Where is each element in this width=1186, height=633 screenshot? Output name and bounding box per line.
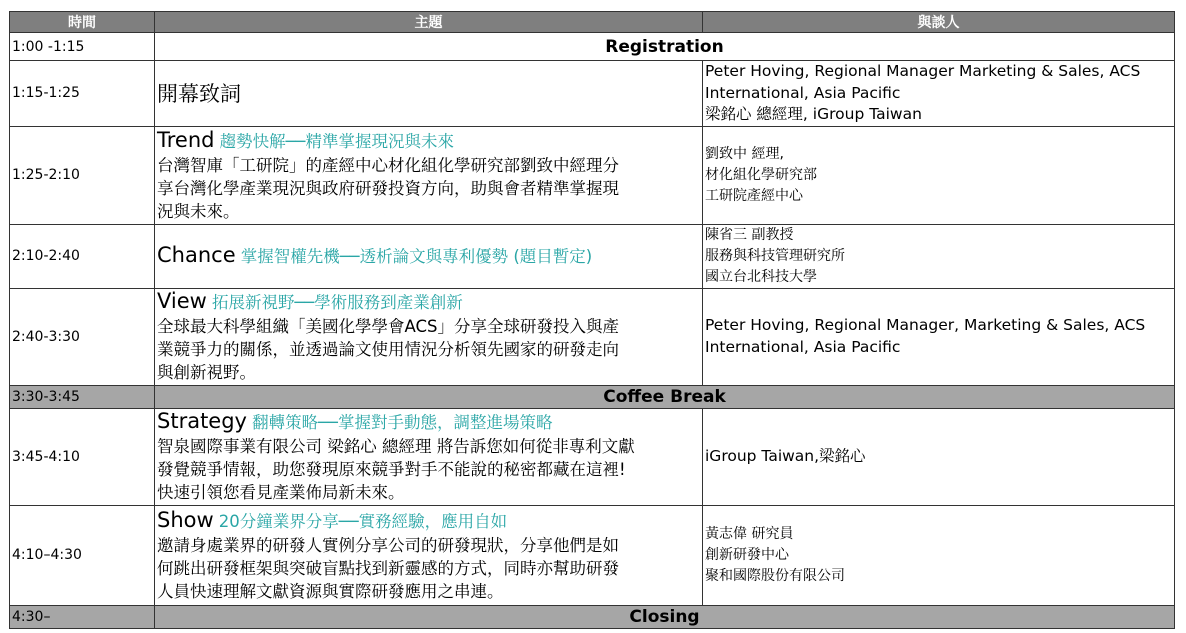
speaker-cell <box>703 408 1175 505</box>
desc-line: 邀請身處業界的研發人實例分享公司的研發現狀，分享他們是如 <box>157 535 619 555</box>
speaker-cell <box>703 288 1175 385</box>
session-title-en: Chance <box>157 243 236 267</box>
session-title: 開幕致詞 <box>155 61 703 127</box>
session-description <box>157 534 700 603</box>
session-description <box>157 315 700 384</box>
session-title-en: Strategy <box>157 409 247 433</box>
speaker-line: Peter Hoving, Regional Manager, Marketing & Sales, ACS <box>705 316 1146 334</box>
speaker-cell <box>703 126 1175 224</box>
table-row <box>10 605 1175 628</box>
time-cell: 4:30– <box>10 605 155 628</box>
speaker-line: 劉致中 經理, <box>705 145 784 162</box>
speaker-line: 陳省三 副教授 <box>705 226 794 243</box>
session-title-zh: 翻轉策略──掌握對手動態，調整進場策略 <box>252 413 553 432</box>
session-title: Coffee Break <box>155 385 1175 408</box>
table-row <box>10 408 1175 505</box>
desc-line: 與創新視野。 <box>157 363 256 382</box>
time-cell: 1:25-2:10 <box>10 126 155 224</box>
desc-line: 台灣智庫「工研院」的產經中心材化組化學研究部劉致中經理分 <box>157 155 619 175</box>
table-row <box>10 385 1175 408</box>
desc-line: 智泉國際事業有限公司 梁銘心 總經理 將告訴您如何從非專利文獻 <box>157 437 635 456</box>
session-title-zh: 拓展新視野──學術服務到產業創新 <box>211 293 463 312</box>
time-cell: 1:15-1:25 <box>10 61 155 127</box>
time-cell: 2:40-3:30 <box>10 288 155 385</box>
desc-line: 全球最大科學組織「美國化學學會ACS」分享全球研發投入與產 <box>157 317 619 336</box>
speaker-line: 創新研發中心 <box>705 546 789 563</box>
agenda-table <box>9 11 1175 629</box>
session-title-zh: 趨勢快解──精準掌握現況與未來 <box>219 131 454 151</box>
speaker-cell <box>703 505 1175 605</box>
speaker-line: 工研院產經中心 <box>705 187 803 204</box>
speaker-line: iGroup Taiwan,梁銘心 <box>705 446 866 465</box>
session-title <box>157 243 700 269</box>
session-title <box>157 508 700 534</box>
table-row <box>10 33 1175 61</box>
session-title: Registration <box>155 33 1175 61</box>
session-description <box>157 154 700 223</box>
session-title-zh: 掌握智權先機──透析論文與專利優勢 (題目暫定) <box>240 247 593 266</box>
session-title <box>157 128 700 154</box>
speaker-line: 黃志偉 研究員 <box>705 525 794 542</box>
time-cell: 3:30-3:45 <box>10 385 155 408</box>
desc-line: 況與未來。 <box>157 201 240 221</box>
header-time: 時間 <box>10 12 155 33</box>
speaker-line: 梁銘心 總經理, iGroup Taiwan <box>705 105 922 123</box>
table-row <box>10 288 1175 385</box>
speaker-line: International, Asia Pacific <box>705 83 901 102</box>
time-cell: 2:10-2:40 <box>10 224 155 288</box>
speaker-line: International, Asia Pacific <box>705 337 901 356</box>
session-title <box>157 289 700 315</box>
speaker-cell <box>703 224 1175 288</box>
speaker-line: 聚和國際股份有限公司 <box>705 567 845 584</box>
table-row <box>10 126 1175 224</box>
session-title-en: Trend <box>157 127 215 152</box>
speaker-line: 服務與科技管理研究所 <box>705 247 845 264</box>
time-cell: 3:45-4:10 <box>10 408 155 505</box>
header-topic: 主題 <box>155 12 703 33</box>
speaker-line: 國立台北科技大學 <box>705 268 817 285</box>
session-title-zh: 20分鐘業界分享──實務經驗，應用自如 <box>218 511 508 531</box>
desc-line: 享台灣化學產業現況與政府研發投資方向，助與會者精準掌握現 <box>157 178 619 198</box>
speaker-line: Peter Hoving, Regional Manager Marketing & Sales, ACS <box>705 62 1141 80</box>
session-title: Closing <box>155 605 1175 628</box>
desc-line: 人員快速理解文獻資源與實際研發應用之串連。 <box>157 581 504 601</box>
desc-line: 發覺競爭情報，助您發現原來競爭對手不能說的秘密都藏在這裡! <box>157 460 626 479</box>
time-cell: 1:00 -1:15 <box>10 33 155 61</box>
topic-cell <box>155 505 703 605</box>
desc-line: 業競爭力的關係，並透過論文使用情況分析領先國家的研發走向 <box>157 340 619 359</box>
session-title-en: Show <box>157 507 214 532</box>
topic-cell <box>155 288 703 385</box>
header-row <box>10 12 1175 33</box>
speaker-cell <box>703 61 1175 127</box>
speaker-line: 材化組化學研究部 <box>705 166 817 183</box>
session-title-en: View <box>157 289 207 313</box>
header-speaker: 與談人 <box>703 12 1175 33</box>
desc-line: 快速引領您看見產業佈局新未來。 <box>157 483 405 502</box>
table-row <box>10 505 1175 605</box>
topic-cell <box>155 408 703 505</box>
session-title <box>157 409 700 435</box>
topic-cell <box>155 126 703 224</box>
time-cell: 4:10–4:30 <box>10 505 155 605</box>
topic-cell <box>155 224 703 288</box>
desc-line: 何跳出研發框架與突破盲點找到新靈感的方式，同時亦幫助研發 <box>157 558 619 578</box>
table-row <box>10 224 1175 288</box>
table-row <box>10 61 1175 127</box>
session-description <box>157 435 700 504</box>
